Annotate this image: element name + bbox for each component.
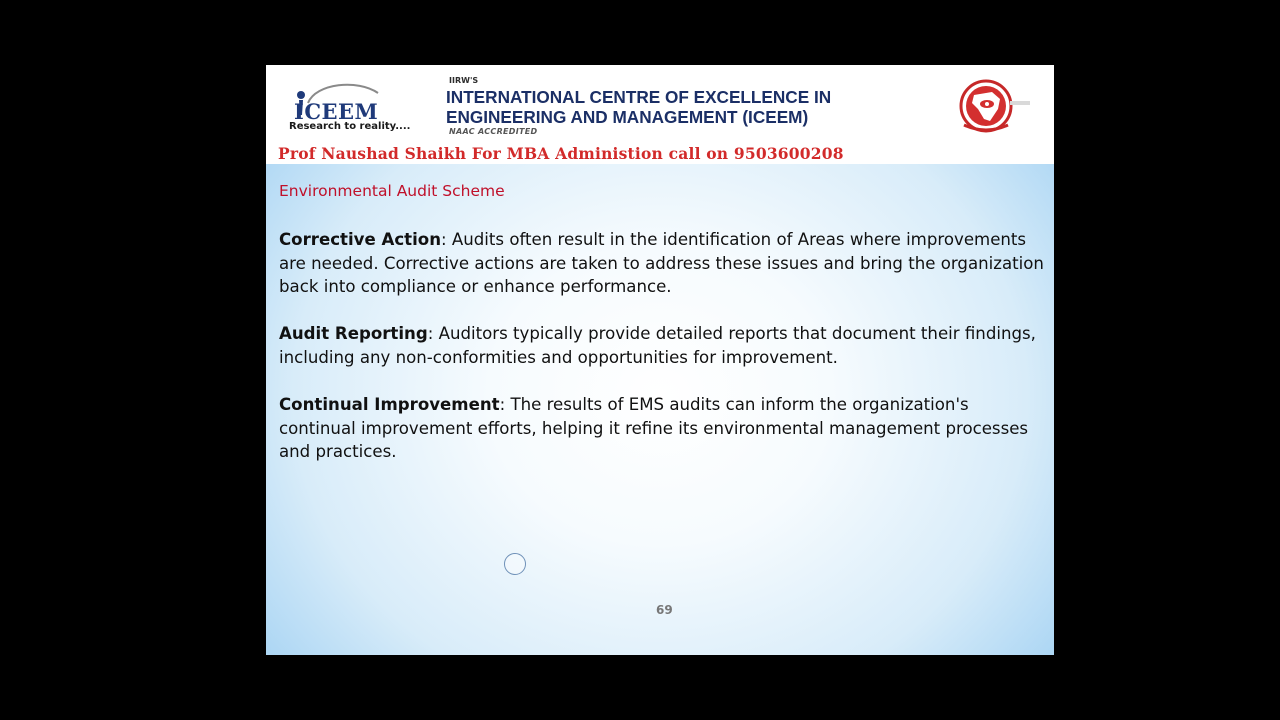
iceem-logo xyxy=(286,79,436,137)
header-banner xyxy=(266,65,1054,164)
slide-title: Environmental Audit Scheme xyxy=(279,182,505,200)
paragraph-continual-improvement xyxy=(279,393,1049,464)
logo-tagline: Research to reality.... xyxy=(289,121,411,132)
institute-prefix: IIRW'S xyxy=(449,76,479,85)
paragraph-audit-reporting xyxy=(279,322,1049,369)
presentation-slide xyxy=(266,65,1054,655)
pointer-ring-icon xyxy=(504,553,526,575)
logo-wordmark: ICEEM xyxy=(294,99,379,124)
naac-seal-icon xyxy=(944,79,1034,135)
institute-name-line-2: ENGINEERING AND MANAGEMENT (ICEEM) xyxy=(446,107,809,127)
paragraph-corrective-action xyxy=(279,228,1049,299)
text-audit-reporting: : Auditors typically provide detailed reports that document their findings, including any non-conformities and opportunities for improvement. xyxy=(279,324,1036,367)
institute-name-line-1: INTERNATIONAL CENTRE OF EXCELLENCE IN xyxy=(446,87,832,107)
promo-text: Prof Naushad Shaikh For MBA Administion call on 9503600208 xyxy=(278,144,844,163)
term-audit-reporting: Audit Reporting xyxy=(279,324,428,343)
page-number: 69 xyxy=(656,603,673,617)
text-corrective-action: : Audits often result in the identification of Areas where improvements are needed. Corrective actions are taken to address these issues and bring the organization back into compliance or enhance performance. xyxy=(279,230,1044,296)
term-continual-improvement: Continual Improvement xyxy=(279,395,500,414)
term-corrective-action: Corrective Action xyxy=(279,230,442,249)
text-continual-improvement: : The results of EMS audits can inform the organization's continual improvement efforts, helping it refine its environmental management processes and practices. xyxy=(279,395,1029,461)
accreditation-label: NAAC ACCREDITED xyxy=(449,127,538,136)
